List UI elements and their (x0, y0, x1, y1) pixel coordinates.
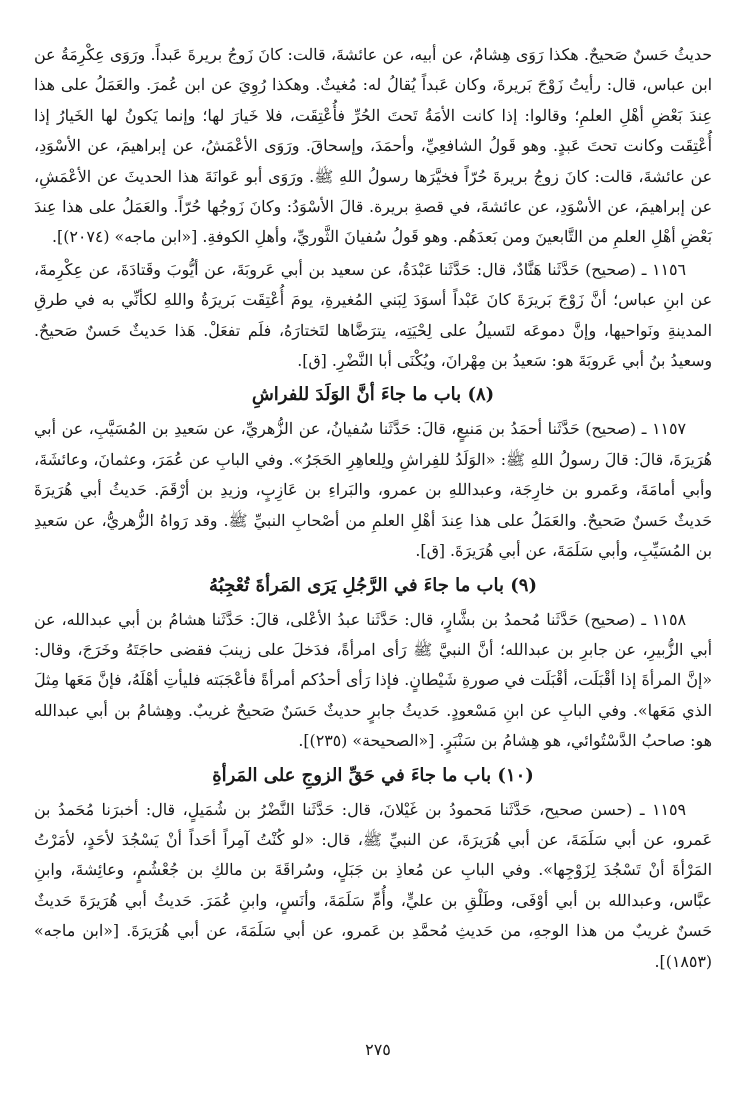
hadith-1156: ١١٥٦ ـ (صحيح) حَدَّثَنا هَنَّادٌ، قال: حَدَّثَنا عَبْدَةُ، عن سعيد بن أبي عَروبَةَ، عن أيُّوبَ وقَتادَةَ، عن عِكْرِمةَ، عن ابنِ عباس؛ أنَّ زَوْجَ بَريرَةَ كانَ عَبْداً أسوَدَ لِبَني المُغيرةِ، يومَ أُعْتِقَت بَريرَةُ واللهِ لكأنِّي به في طرقِ المدينةِ ونَواحيها، وإنَّ دموعَه لتَسيلُ على لِحْيَتِه، يترَضَّاها لتَختارَهُ، فلَم تفعَلْ. هَذا حَديثٌ حَسنٌ صَحيحٌ. وسعيدُ بنُ أبي عَروبَةَ هو: سَعيدُ بن مِهْرانَ، ويُكْنَى أبا النَّضْرِ. [ق]. (34, 259, 712, 371)
page-number: ٢٧٥ (365, 1040, 391, 1059)
chapter-heading-9: (٩) باب ما جاءَ في الرَّجُلِ يَرَى المَرأةَ تُعْجِبُهُ (209, 574, 537, 596)
hadith-1158: ١١٥٨ ـ (صحيح) حَدَّثَنا مُحمدُ بن بشَّارٍ، قال: حَدَّثَنا عبدُ الأعْلى، قالَ: حَدَّثَنا هشامُ بن أبي عبدالله، عن أبي الزُّبيرِ، عن جابرِ بن عبدالله؛ أنَّ النبيَّ ﷺ رَأى امرأةً، فدَخلَ على زينبَ فقضى حاجَتَهُ وخَرَجَ، وقال: «إنَّ المرأةَ إذا أقْبَلَت، أقْبَلَت في صورةِ شَيْطانٍ. فإذا رَأى أحدُكم أمرأةً فأعْجَبَته فليأتِ أهْلَهُ، فإنَّ مَعَها مِثلَ الذي مَعَها». وفي البابِ عن ابنِ مَسْعودٍ. حَديثُ جابرٍ حديثٌ حَسَنٌ صَحيحٌ غريبٌ. وهِشامُ بن أبي عبدالله هو: صاحبُ الدَّسْتُوائي، هو هِشامُ بن سَنْبَرٍ. [«الصحيحة» (٢٣٥)]. (34, 609, 712, 751)
hadith-1159: ١١٥٩ ـ (حسن صحيح، حَدَّثَنا مَحمودُ بن غَيْلانَ، قال: حَدَّثَنا النَّضْرُ بن شُمَيلٍ، قال: أخبرَنا مُحَمدُ بن عَمرو، عن أبي سَلَمَةَ، عن أبي هُرَيرَةَ، عن النبيِّ ﷺ، قال: «لو كُنْتُ آمِراً أحَداً أنْ يَسْجُدَ لأحَدٍ، لأمَرْتُ المَرْأةَ أنْ تَسْجُدَ لِزَوْجِها». وفي البابِ عن مُعاذِ بن جَبَلٍ، وسُراقَةَ بن مالكِ بن جُعْشُمٍ، وعائِشةَ، وابنِ عبَّاس، وعبدالله بن أبي أوْفَى، وطَلْقِ بن عليٍّ، وأُمِّ سَلَمَةَ، وأنَسٍ، وابنِ عُمَرَ. حَديثُ أبي هُرَيرَةَ حَديثٌ حَسنٌ غريبٌ من هذا الوجهِ، من حَديثِ مُحمَّدِ بن عَمرو، عن أبي سَلَمَةَ، عن أبي هُرَيرَةَ. [«ابن ماجه» (١٨٥٣)]. (34, 799, 712, 971)
chapter-heading-8: (٨) باب ما جاءَ أنَّ الوَلَدَ للفراشِ (251, 384, 495, 406)
hadith-1157: ١١٥٧ ـ (صحيح) حَدَّثَنا أحمَدُ بن مَنيعٍ، قالَ: حَدَّثَنا سُفيانُ، عن الزُّهريِّ، عن سَعيدِ بن المُسَيَّبِ، عن أبي هُرَيرَةَ، قالَ: قالَ رسولُ اللهِ ﷺ: «الوَلَدُ للفِراشِ ولِلعاهِرِ الحَجَرُ». وفي البابِ عن عُمَرَ، وعثمانَ، وعائشَةَ، وأبي أمامَةَ، وعَمرو بن خارِجَة، وعبداللهِ بن عمرو، والبَراءِ بن عَازِبٍ، وزيدِ بن أرْقَمَ. حَديثُ أبي هُرَيرَةَ حَديثٌ حَسنٌ صَحيحٌ. والعَمَلُ على هذا عِندَ أهْلِ العلمِ من أصْحابِ النبيِّ ﷺ. وقد رَواهُ الزُّهريُّ، عن سَعيدِ بن المُسَيِّبِ، وأبي سَلَمَةَ، عن أبي هُرَيرَةَ. [ق]. (34, 419, 712, 561)
commentary-paragraph: حديثُ حَسنٌ صَحيحٌ. هكذا رَوَى هِشامٌ، عن أبيه، عن عائشةَ، قالت: كانَ زَوجُ بريرةَ عَبداً. ورَوَى عِكْرِمَةُ عن ابن عباس، قال: رأيتُ زَوْجَ بَريرةَ، وكان عَبداً يُقالُ له: مُغيثٌ. وهكذا رُوِيَ عن ابن عُمرَ. والعَمَلُ على هذا عِندَ بَعْضِ أهْلِ العلمِ؛ وقالوا: إذا كانت الأمَةُ تَحتَ الحُرِّ فأُعْتِقَت، فلا خَيارَ لها؛ وإنما يَكونُ لها الخَيارُ إذا أُعْتِقَت وكانت تحتَ عَبدٍ. وهو قَولُ الشافعِيِّ، وأحمَدَ، وإسحاقَ. ورَوَى الأعْمَشُ، عن إبراهيمَ، عن الأسْوَدِ، عن عائشةَ، قالت: كانَ زوجُ بريرةَ حُرّاً فخيَّرَها رسولُ اللهِ ﷺ. ورَوَى أبو عَوانَةَ هذا الحديثَ عن الأعْمَشِ، عن إبراهيمَ، عن الأسْوَدِ، عن عائشةَ، في قصةِ بريرة. قالَ الأسْوَدُ: وكانَ زَوجُها حُرّاً. والعَمَلُ على هذا عِندَ بَعْضِ أهْلِ العلمِ من التَّابعينَ ومن بَعدَهُم. وهو قَولُ سُفيانَ الثَّوريِّ، وأهلِ الكوفةِ. [«ابن ماجه» (٢٠٧٤)]. (34, 45, 712, 247)
chapter-heading-10: (١٠) باب ما جاءَ في حَقِّ الزوجِ على المَرأةِ (212, 764, 534, 786)
page-body (34, 40, 712, 977)
